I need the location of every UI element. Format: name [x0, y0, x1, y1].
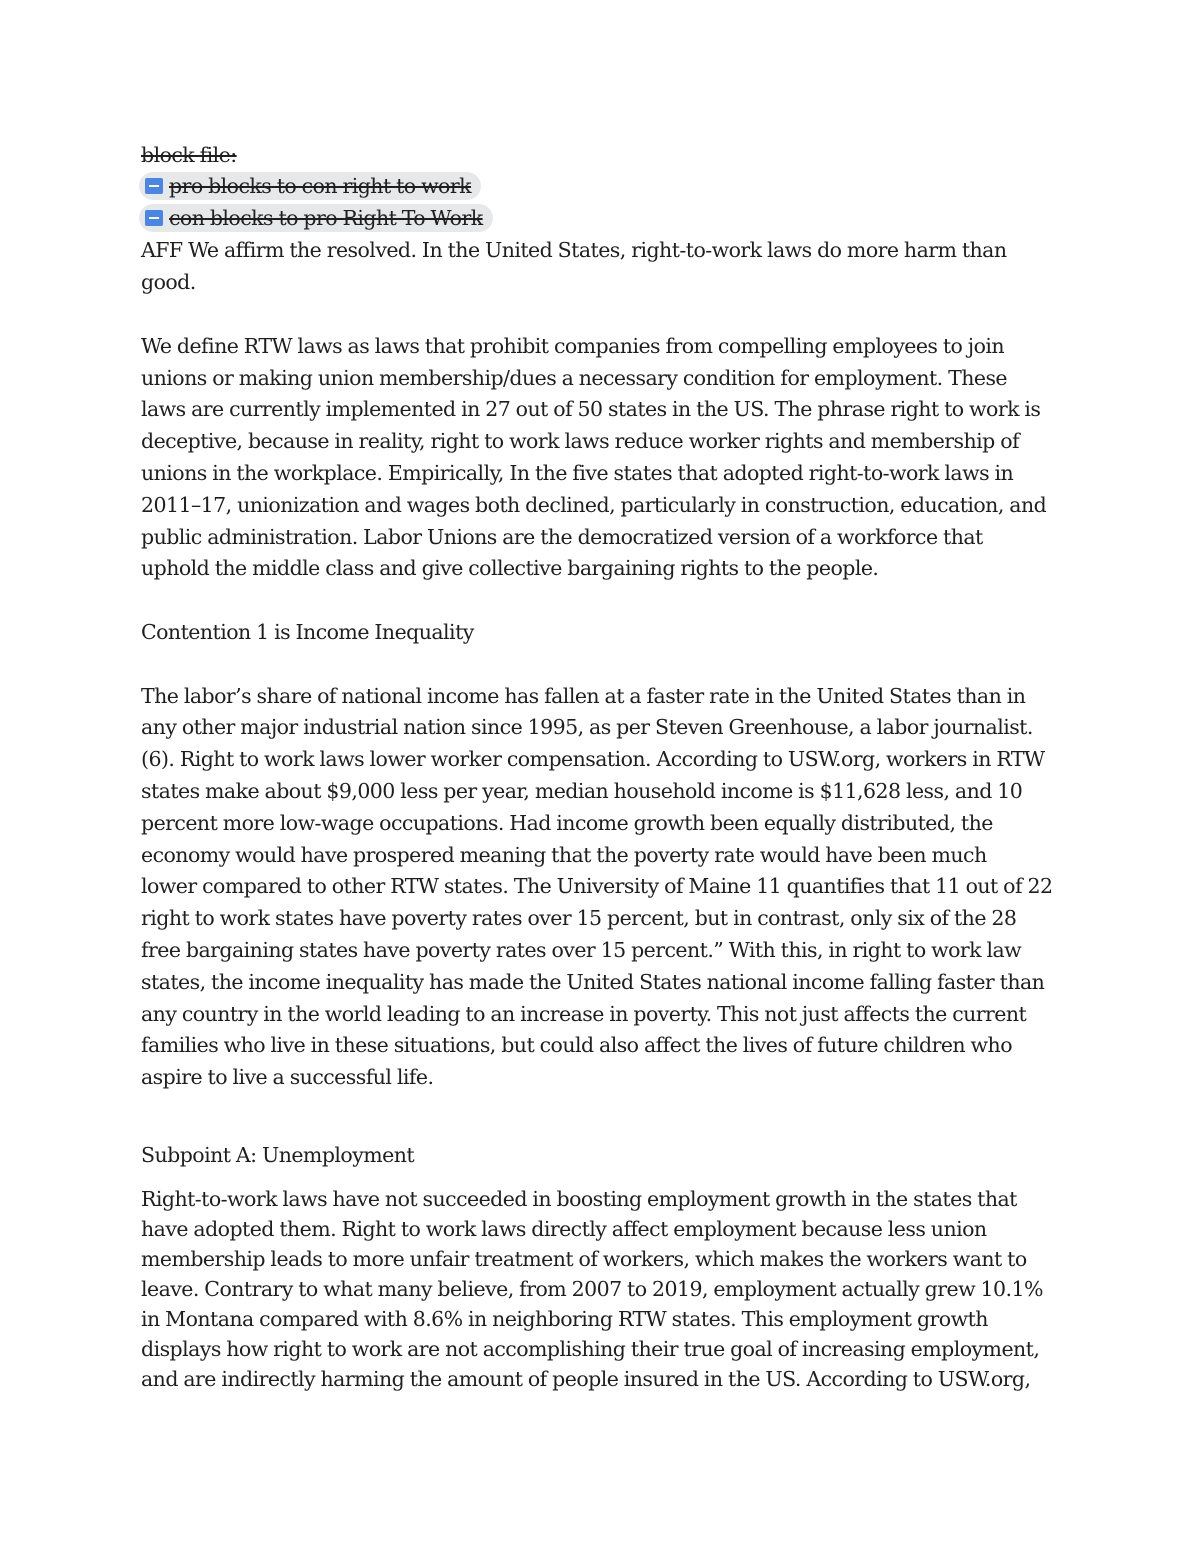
smart-chip-pro-blocks-label: pro blocks to con right to work	[169, 173, 471, 198]
smart-chip-con-blocks[interactable]	[139, 204, 493, 232]
text-line: AFF We affirm the resolved. In the United States, right-to-work laws do more harm than	[141, 238, 1007, 263]
text-line: percent more low-wage occupations. Had income growth been equally distributed, the	[141, 810, 993, 835]
text-line: lower compared to other RTW states. The University of Maine 11 quantifies that 11 out of 22	[141, 874, 1053, 899]
text-line: membership leads to more unfair treatment of workers, which makes the workers want to	[141, 1246, 1027, 1271]
paragraph-spacer	[141, 299, 1071, 331]
smart-chip-con-blocks-row	[141, 204, 1071, 236]
contention-1-heading: Contention 1 is Income Inequality	[141, 619, 474, 644]
text-line: unions or making union membership/dues a necessary condition for employment. These	[141, 365, 1008, 390]
text-line: Right-to-work laws have not succeeded in boosting employment growth in the states that	[141, 1186, 1017, 1211]
text-line: free bargaining states have poverty rates over 15 percent.” With this, in right to work law	[141, 937, 1022, 962]
text-line: We define RTW laws as laws that prohibit companies from compelling employees to join	[141, 333, 1005, 358]
contention-1-paragraph	[141, 681, 1071, 1094]
text-line: have adopted them. Right to work laws directly affect employment because less union	[141, 1216, 987, 1241]
paragraph-spacer	[141, 1172, 1071, 1184]
text-line: good.	[141, 270, 196, 295]
text-line: The labor’s share of national income has fallen at a faster rate in the United States than in	[141, 683, 1026, 708]
text-line: uphold the middle class and give collective bargaining rights to the people.	[141, 556, 879, 581]
text-line: displays how right to work are not accomplishing their true goal of increasing employment,	[141, 1336, 1040, 1361]
paragraph-spacer	[141, 649, 1071, 681]
text-line: any country in the world leading to an increase in poverty. This not just affects the current	[141, 1001, 1027, 1026]
document-link-icon	[145, 210, 163, 226]
document-link-icon	[145, 178, 163, 194]
text-line: families who live in these situations, but could also affect the lives of future children who	[141, 1033, 1012, 1058]
document-page	[141, 140, 1071, 1394]
text-line: 2011–17, unionization and wages both declined, particularly in construction, education, and	[141, 492, 1047, 517]
definition-paragraph	[141, 331, 1071, 585]
text-line: leave. Contrary to what many believe, from 2007 to 2019, employment actually grew 10.1%	[141, 1276, 1043, 1301]
text-line: unions in the workplace. Empirically, In the five states that adopted right-to-work laws in	[141, 460, 1014, 485]
text-line: deceptive, because in reality, right to work laws reduce worker rights and membership of	[141, 429, 1020, 454]
text-line: in Montana compared with 8.6% in neighboring RTW states. This employment growth	[141, 1306, 988, 1331]
text-line: laws are currently implemented in 27 out of 50 states in the US. The phrase right to work is	[141, 397, 1041, 422]
paragraph-spacer	[141, 585, 1071, 617]
text-line: (6). Right to work laws lower worker compensation. According to USW.org, workers in RTW	[141, 747, 1045, 772]
subpoint-a-paragraph	[141, 1184, 1071, 1394]
subpoint-a-heading: Subpoint A: Unemployment	[141, 1142, 415, 1167]
paragraph-spacer	[141, 1094, 1071, 1140]
block-file-label: block file:	[141, 143, 237, 167]
text-line: any other major industrial nation since 1995, as per Steven Greenhouse, a labor journalist.	[141, 715, 1033, 740]
text-line: right to work states have poverty rates over 15 percent, but in contrast, only six of the 28	[141, 906, 1017, 931]
text-line: aspire to live a successful life.	[141, 1065, 434, 1090]
smart-chip-pro-blocks-row	[141, 172, 1071, 204]
smart-chip-con-blocks-label: con blocks to pro Right To Work	[169, 205, 483, 230]
text-line: economy would have prospered meaning that the poverty rate would have been much	[141, 842, 987, 867]
text-line: states make about $9,000 less per year, median household income is $11,628 less, and 10	[141, 778, 1023, 803]
text-line: and are indirectly harming the amount of people insured in the US. According to USW.org,	[141, 1366, 1031, 1391]
text-line: states, the income inequality has made the United States national income falling faster than	[141, 969, 1045, 994]
intro-paragraph	[141, 235, 1071, 299]
smart-chip-pro-blocks[interactable]	[139, 172, 481, 200]
text-line: public administration. Labor Unions are the democratized version of a workforce that	[141, 524, 983, 549]
